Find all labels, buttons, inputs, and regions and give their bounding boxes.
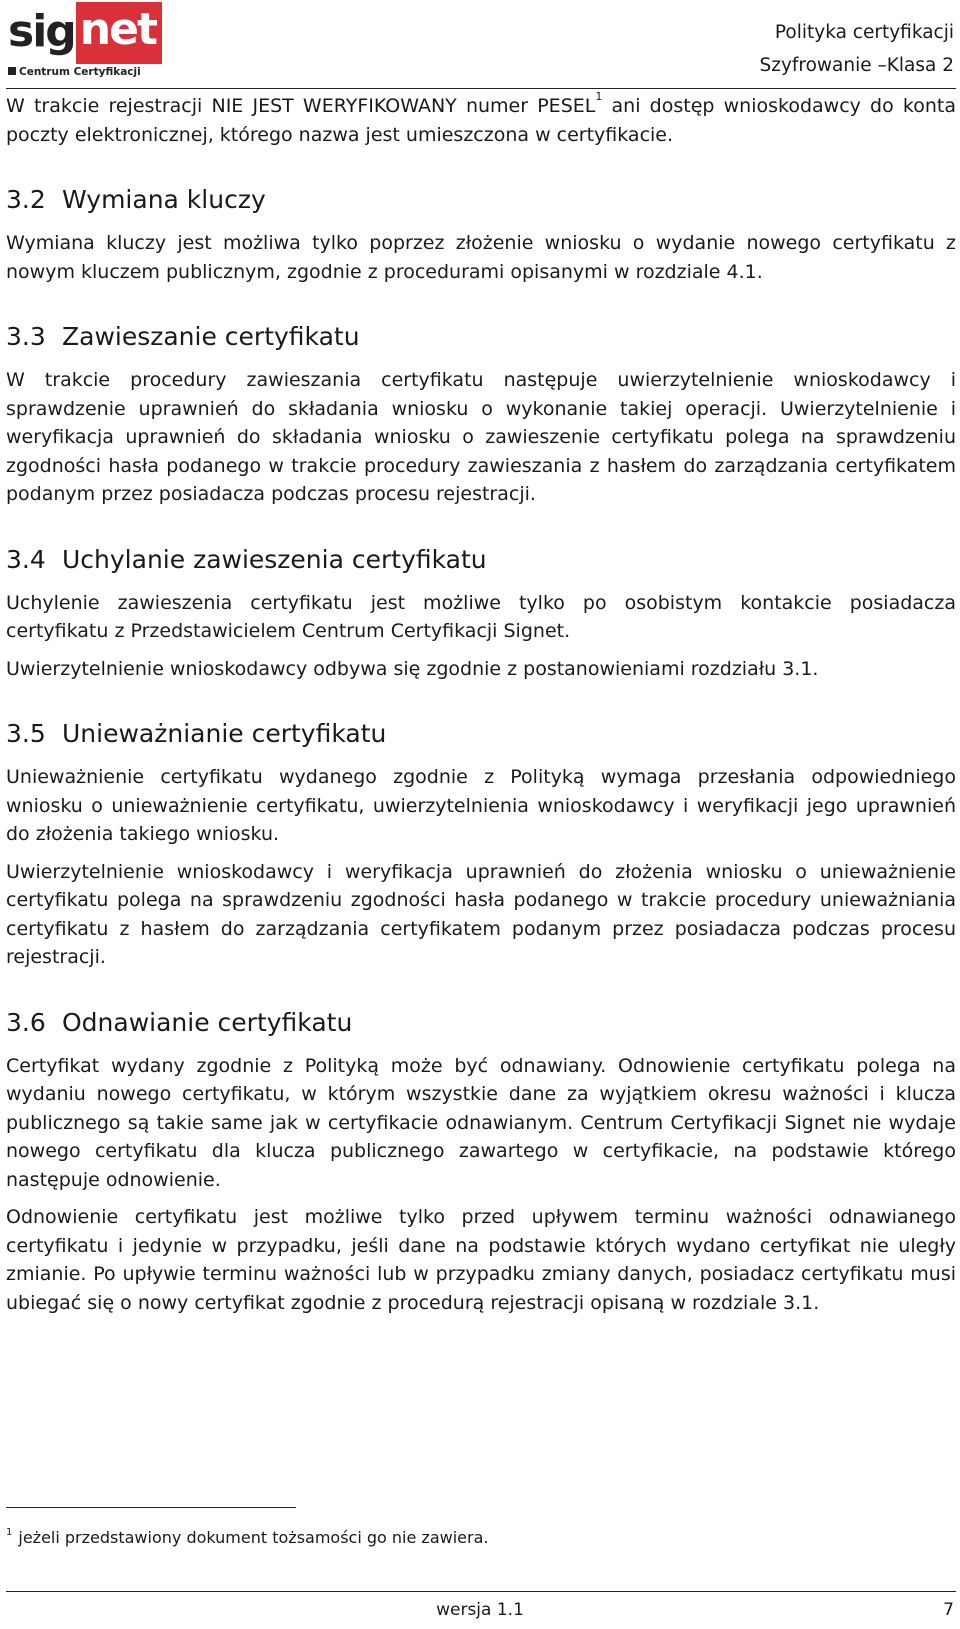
document-subtitle: Szyfrowanie –Klasa 2 — [759, 55, 954, 76]
section-title: Zawieszanie certyfikatu — [62, 322, 360, 351]
section-heading — [6, 183, 956, 217]
logo-square-icon — [8, 67, 16, 75]
section-title: Wymiana kluczy — [62, 185, 266, 214]
section-paragraph: Wymiana kluczy jest możliwa tylko poprzez złożenie wniosku o wydanie nowego certyfikatu z nowym kluczem publicznym, zgodnie z procedurami opisanymi w rozdziale 4.1. — [6, 232, 956, 283]
header-divider — [6, 88, 956, 89]
section-title: Uchylanie zawieszenia certyfikatu — [62, 544, 487, 574]
footer-version: wersja 1.1 — [436, 1600, 524, 1620]
section-title: Unieważnianie certyfikatu — [62, 719, 387, 748]
logo-wordmark — [8, 2, 162, 64]
section-heading — [6, 543, 956, 577]
document-title: Polityka certyfikacji — [774, 22, 954, 43]
logo-subtitle-text: Centrum Certyfikacji — [19, 66, 141, 78]
section-number: 3.6 — [6, 1007, 46, 1037]
section-paragraph: Odnowienie certyfikatu jest możliwe tylko przed upływem terminu ważności odnawianego certyfikatu i jedynie w przypadku, jeśli dane na podstawie których wydano certyfikat nie uległy zmianie. Po upływie terminu ważności lub w przypadku zmiany danych, posiadacz certyfikatu musi ubiegać się o nowy certyfikat zgodnie z procedurą rejestracji opisaną w rozdziale 3.1. — [6, 1206, 956, 1314]
document-body — [6, 92, 956, 1317]
footnote-divider — [6, 1507, 296, 1508]
section-paragraph: Uwierzytelnienie wnioskodawcy odbywa się zgodnie z postanowieniami rozdziału 3.1. — [6, 657, 819, 680]
intro-text-start: W trakcie rejestracji NIE JEST WERYFIKOWANY numer PESEL — [6, 95, 596, 117]
footnote-text: jeżeli przedstawiony dokument tożsamości go nie zawiera. — [18, 1528, 489, 1547]
section-number: 3.3 — [6, 322, 46, 351]
page-header — [0, 0, 960, 88]
section-paragraph: Uwierzytelnienie wnioskodawcy i weryfikacja uprawnień do złożenia wniosku o unieważnienie certyfikatu polega na sprawdzeniu zgodności hasła podanego w trakcie procedury unieważniania certyfikatu z hasłem do zarządzania certyfikatem podanym przez posiadacza podczas procesu rejestracji. — [6, 860, 956, 968]
footnote — [6, 1527, 488, 1549]
logo-text-net: net — [76, 2, 162, 64]
section-title: Odnawianie certyfikatu — [62, 1007, 353, 1037]
section-paragraph: Unieważnienie certyfikatu wydanego zgodnie z Polityką wymaga przesłania odpowiedniego wniosku o unieważnienie certyfikatu, uwierzytelnienia wnioskodawcy i weryfikacji jego uprawnień do złożenia takiego wniosku. — [6, 766, 956, 845]
section-heading — [6, 1006, 956, 1040]
intro-paragraph — [6, 92, 956, 149]
footer-divider — [6, 1591, 956, 1592]
section-heading — [6, 320, 956, 354]
section-number: 3.5 — [6, 719, 46, 748]
section-paragraph: Uchylenie zawieszenia certyfikatu jest możliwe tylko po osobistym kontakcie posiadacza certyfikatu z Przedstawicielem Centrum Certyfikacji Signet. — [6, 591, 956, 642]
page-number: 7 — [943, 1600, 954, 1620]
signet-logo — [8, 2, 156, 82]
logo-text-sig: sig — [8, 6, 75, 57]
section-number: 3.4 — [6, 544, 46, 574]
footnote-number: 1 — [6, 1527, 13, 1538]
footnote-reference: 1 — [595, 90, 603, 103]
logo-subtitle — [8, 66, 141, 78]
intro-text-end: ani dostęp wnioskodawcy do konta poczty elektronicznej, którego nazwa jest umieszczona w certyfikacie. — [6, 95, 956, 146]
section-paragraph: Certyfikat wydany zgodnie z Polityką może być odnawiany. Odnowienie certyfikatu polega na wydaniu nowego certyfikatu, w którym wszystkie dane za wyjątkiem okresu ważności i klucza publicznego są takie same jak w certyfikacie odnawianym. Centrum Certyfikacji Signet nie wydaje nowego certyfikatu dla klucza publicznego zawartego w certyfikacie, na podstawie którego następuje odnowienie. — [6, 1054, 956, 1191]
section-number: 3.2 — [6, 185, 46, 214]
section-heading — [6, 717, 956, 751]
section-paragraph: W trakcie procedury zawieszania certyfikatu następuje uwierzytelnienie wnioskodawcy i sprawdzenie uprawnień do składania wniosku o wykonanie takiej operacji. Uwierzytelnienie i weryfikacja uprawnień do składania wniosku o zawieszenie certyfikatu polega na sprawdzeniu zgodności hasła podanego w trakcie procedury zawieszania z hasłem do zarządzania certyfikatem podanym przez posiadacza podczas procesu rejestracji. — [6, 369, 956, 505]
header-title-block — [759, 16, 954, 82]
